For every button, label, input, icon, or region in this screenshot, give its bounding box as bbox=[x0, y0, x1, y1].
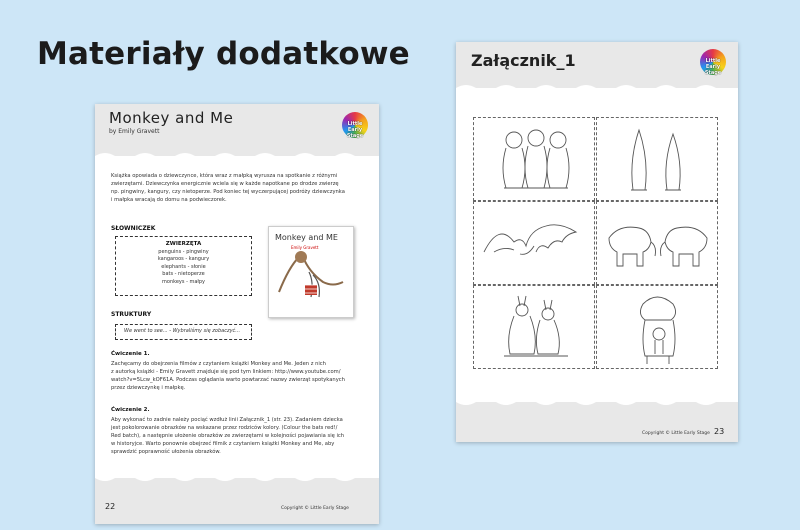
cutout-card-penguins bbox=[596, 117, 718, 201]
exercise-1-line: przez dziewczynkę i małpkę. bbox=[111, 385, 186, 391]
page-number: 23 bbox=[714, 427, 725, 436]
exercise-1-line: z autorką książki - Emily Gravett znajduje się pod tym linkiem: http://www.youtube.com/ bbox=[111, 369, 341, 375]
kangaroos-drawing bbox=[474, 286, 596, 370]
intro-line: i małpka wracają do domu na podwieczorek. bbox=[111, 197, 227, 203]
exercise-2-line: Aby wykonać to zadnie należy pociąć wzdłuż linii Załącznik_1 (str. 23). Zadaniem dziecka bbox=[111, 417, 343, 423]
slide-heading: Materiały dodatkowe bbox=[37, 36, 410, 72]
exercise-2-line: jest pokolorowanie obrazków na wskazane przez rodziców kolory. (Colour the bats red!/ bbox=[111, 425, 338, 431]
cutout-card-elephants bbox=[596, 201, 718, 285]
structure-text: We went to see... - Wybraliśmy się zobaczyć... bbox=[124, 328, 241, 334]
bats-drawing bbox=[474, 202, 596, 286]
vocab-item: elephants - słonie bbox=[161, 263, 206, 270]
footer-band bbox=[95, 478, 379, 524]
exercise-1-line: watch?v=5Lcw_kOF61A. Podczas oglądania warto powtarzać nazwy zwierząt spotykanych bbox=[111, 377, 345, 383]
cutout-card-monkeys bbox=[473, 117, 595, 201]
page-number: 22 bbox=[105, 502, 116, 511]
intro-paragraph bbox=[111, 172, 366, 204]
vocab-item: kangaroos - kangury bbox=[157, 256, 210, 263]
little-early-stage-logo bbox=[342, 112, 368, 138]
cutout-grid bbox=[473, 117, 718, 370]
vocab-box bbox=[115, 236, 252, 296]
little-early-stage-logo bbox=[700, 49, 726, 75]
book-title: Monkey and Me bbox=[109, 109, 234, 127]
vocab-item: monkeys - małpy bbox=[162, 278, 205, 285]
girl-with-monkey-drawing bbox=[597, 286, 719, 370]
vocab-item: penguins - pingwiny bbox=[158, 248, 209, 255]
logo-text: Little Early Stage bbox=[704, 58, 722, 76]
book-cover-image bbox=[268, 226, 354, 318]
exercise-2-text bbox=[111, 416, 369, 456]
exercise-1-heading: Ćwiczenie 1. bbox=[111, 351, 150, 357]
cutout-card-kangaroos bbox=[473, 285, 595, 369]
book-cover-author: Emily Gravett bbox=[291, 245, 319, 250]
cutout-card-girl-with-monkey bbox=[596, 285, 718, 369]
intro-line: np. pingwiny, kangury, czy nietoperze. Pod koniec tej wyczerpującej podróży dziewczynka bbox=[111, 189, 345, 195]
exercise-2-line: w historyjce. Warto ponownie obejrzeć filmik z czytaniem książki Monkey and Me, aby bbox=[111, 441, 335, 447]
copyright: Copyright © Little Early Stage bbox=[281, 506, 349, 511]
exercise-1-text bbox=[111, 360, 369, 392]
vocab-item: bats - nietoperze bbox=[162, 271, 205, 278]
book-cover-title: Monkey and ME bbox=[275, 233, 338, 242]
exercise-2-line: Red batch), a następnie ułożenie obrazków ze zwierzętami w kolejności pojawiania się ich bbox=[111, 433, 345, 439]
exercise-1-line: Zachęcamy do obejrzenia filmów z czytaniem książki Monkey and Me. Jeden z nich bbox=[111, 361, 326, 367]
vocab-title: ZWIERZĘTA bbox=[165, 241, 202, 247]
footer-band bbox=[456, 402, 738, 442]
structures-box bbox=[115, 324, 252, 340]
attachment-title: Załącznik_1 bbox=[471, 51, 576, 70]
page-22 bbox=[95, 104, 379, 524]
logo-text: Little Early Stage bbox=[346, 121, 364, 139]
elephants-drawing bbox=[597, 202, 719, 286]
page-23 bbox=[456, 42, 738, 442]
monkey-illustration bbox=[269, 227, 353, 317]
cutout-card-bats bbox=[473, 201, 595, 285]
book-author: by Emily Gravett bbox=[109, 128, 160, 135]
vocab-heading: SŁOWNICZEK bbox=[111, 225, 156, 232]
intro-line: Książka opowiada o dziewczynce, która wraz z małpką wyrusza na spotkanie z różnymi bbox=[111, 173, 338, 179]
penguins-drawing bbox=[597, 118, 719, 202]
exercise-2-heading: Ćwiczenie 2. bbox=[111, 407, 150, 413]
intro-line: zwierzętami. Dziewczynka energicznie wciela się w każde napotkane po drodze zwierzę bbox=[111, 181, 339, 187]
copyright: Copyright © Little Early Stage bbox=[642, 431, 710, 436]
structures-heading: STRUKTURY bbox=[111, 311, 152, 318]
monkeys-drawing bbox=[474, 118, 596, 202]
exercise-2-line: sprawdzić poprawność ułożenia obrazków. bbox=[111, 449, 221, 455]
